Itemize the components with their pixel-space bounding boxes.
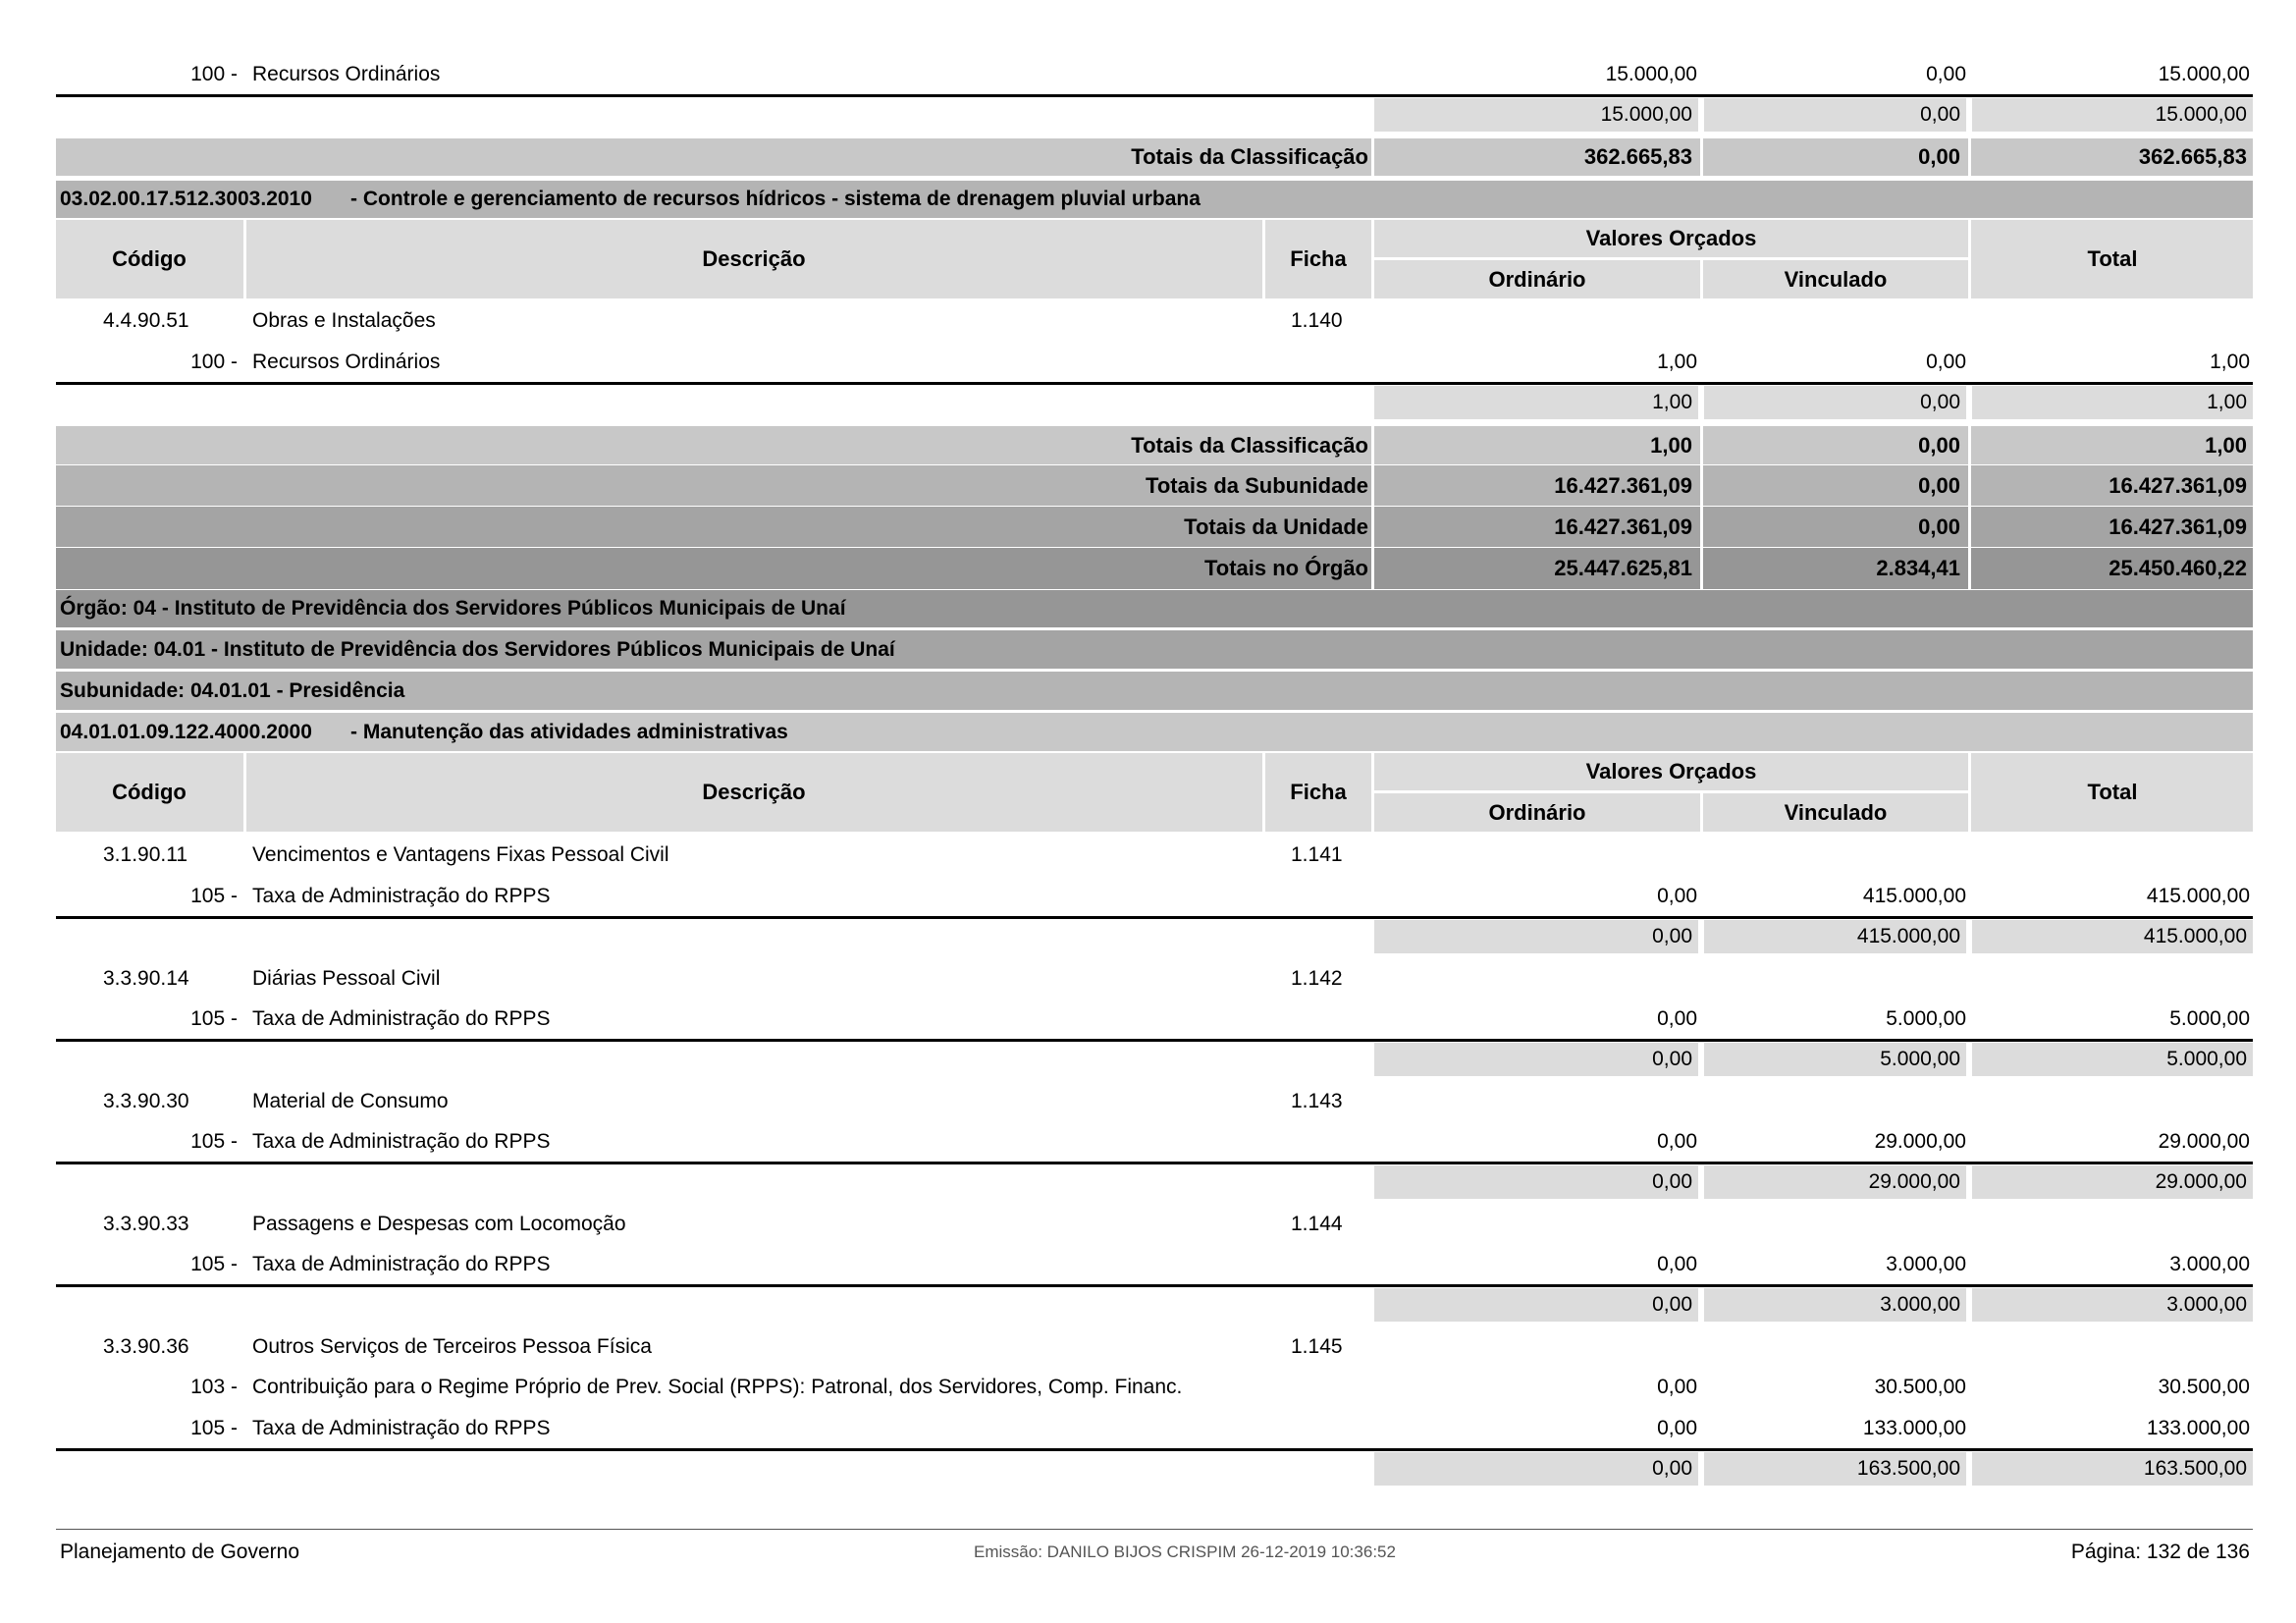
footer-rule bbox=[56, 1529, 2253, 1530]
totals-total: 16.427.361,09 bbox=[2109, 514, 2247, 539]
element-code: 3.3.90.33 bbox=[103, 1213, 189, 1235]
header-codigo: Código bbox=[112, 780, 187, 804]
value-vinculado: 3.000,00 bbox=[1886, 1253, 1966, 1275]
fonte-label: Recursos Ordinários bbox=[252, 63, 441, 85]
fonte-code: 105 - bbox=[190, 1417, 238, 1439]
subtotal-row bbox=[56, 1288, 2253, 1322]
rule bbox=[56, 94, 2253, 97]
subtotal-vinculado: 0,00 bbox=[1704, 386, 1966, 419]
value-vinculado: 133.000,00 bbox=[1862, 1417, 1966, 1439]
value-ordinario: 0,00 bbox=[1657, 885, 1697, 907]
element-ficha: 1.145 bbox=[1291, 1335, 1343, 1358]
classification-header bbox=[56, 713, 2253, 751]
value-total: 30.500,00 bbox=[2158, 1376, 2250, 1398]
element-ficha: 1.141 bbox=[1291, 843, 1343, 866]
fonte-code: 105 - bbox=[190, 1007, 238, 1030]
fonte-label: Taxa de Administração do RPPS bbox=[252, 1417, 551, 1439]
subtotal-row bbox=[56, 1452, 2253, 1486]
classification-code: 04.01.01.09.122.4000.2000 bbox=[60, 720, 312, 743]
rule bbox=[56, 382, 2253, 385]
totals-ordinario: 25.447.625,81 bbox=[1554, 556, 1692, 580]
element-desc: Obras e Instalações bbox=[252, 309, 436, 332]
subtotal-vinculado: 29.000,00 bbox=[1704, 1165, 1966, 1199]
element-ficha: 1.143 bbox=[1291, 1090, 1343, 1112]
element-desc: Diárias Pessoal Civil bbox=[252, 967, 441, 990]
header-codigo: Código bbox=[112, 246, 187, 271]
header-ordinario: Ordinário bbox=[1488, 799, 1586, 825]
fonte-label: Taxa de Administração do RPPS bbox=[252, 1130, 551, 1153]
rule bbox=[56, 916, 2253, 919]
element-code: 4.4.90.51 bbox=[103, 309, 189, 332]
value-vinculado: 0,00 bbox=[1926, 63, 1966, 85]
fonte-label: Taxa de Administração do RPPS bbox=[252, 1253, 551, 1275]
subtotal-vinculado: 3.000,00 bbox=[1704, 1288, 1966, 1322]
value-total: 415.000,00 bbox=[2146, 885, 2250, 907]
element-row bbox=[56, 1330, 2253, 1364]
totals-vinculado: 2.834,41 bbox=[1876, 556, 1960, 580]
fonte-code: 105 - bbox=[190, 885, 238, 907]
element-code: 3.1.90.11 bbox=[103, 843, 188, 866]
fonte-code: 105 - bbox=[190, 1253, 238, 1275]
table-header bbox=[56, 220, 2253, 298]
value-total: 29.000,00 bbox=[2158, 1130, 2250, 1153]
subtotal-total: 1,00 bbox=[1972, 386, 2253, 419]
subtotal-ordinario: 0,00 bbox=[1374, 1452, 1698, 1486]
subtotal-row bbox=[56, 920, 2253, 953]
element-row bbox=[56, 1208, 2253, 1241]
value-vinculado: 29.000,00 bbox=[1874, 1130, 1966, 1153]
totals-total: 362.665,83 bbox=[2138, 144, 2247, 169]
totals-vinculado: 0,00 bbox=[1918, 514, 1960, 539]
totals-total: 16.427.361,09 bbox=[2109, 472, 2247, 498]
subtotal-vinculado: 0,00 bbox=[1704, 98, 1966, 132]
totals-subunidade-row bbox=[56, 465, 2253, 506]
totals-label: Totais da Classificação bbox=[1131, 432, 1368, 458]
value-ordinario: 0,00 bbox=[1657, 1130, 1697, 1153]
fonte-line bbox=[56, 1412, 2253, 1445]
rule bbox=[56, 1284, 2253, 1287]
totals-label: Totais da Classificação bbox=[1131, 144, 1368, 169]
value-vinculado: 0,00 bbox=[1926, 351, 1966, 373]
fonte-line bbox=[56, 1248, 2253, 1281]
value-total: 15.000,00 bbox=[2158, 63, 2250, 85]
totals-classificacao-row bbox=[56, 138, 2253, 176]
orgao-header bbox=[56, 590, 2253, 627]
subtotal-total: 29.000,00 bbox=[1972, 1165, 2253, 1199]
totals-unidade-row bbox=[56, 507, 2253, 547]
element-desc: Passagens e Despesas com Locomoção bbox=[252, 1213, 626, 1235]
totals-total: 1,00 bbox=[2205, 432, 2247, 458]
value-total: 133.000,00 bbox=[2146, 1417, 2250, 1439]
totals-ordinario: 16.427.361,09 bbox=[1554, 514, 1692, 539]
subtotal-ordinario: 0,00 bbox=[1374, 1043, 1698, 1076]
totals-ordinario: 362.665,83 bbox=[1583, 144, 1692, 169]
fonte-line bbox=[56, 1125, 2253, 1159]
subtotal-vinculado: 163.500,00 bbox=[1704, 1452, 1966, 1486]
unidade-title: Unidade: 04.01 - Instituto de Previdência dos Servidores Públicos Municipais de Unaí bbox=[60, 637, 895, 661]
fonte-label: Taxa de Administração do RPPS bbox=[252, 1007, 551, 1030]
totals-vinculado: 0,00 bbox=[1918, 144, 1960, 169]
subunidade-title: Subunidade: 04.01.01 - Presidência bbox=[60, 678, 405, 702]
subtotal-total: 415.000,00 bbox=[1972, 920, 2253, 953]
element-row bbox=[56, 839, 2253, 872]
fonte-line bbox=[56, 1002, 2253, 1036]
fonte-code: 100 - bbox=[190, 351, 238, 373]
element-code: 3.3.90.14 bbox=[103, 967, 189, 990]
value-ordinario: 0,00 bbox=[1657, 1007, 1697, 1030]
footer-left: Planejamento de Governo bbox=[60, 1541, 299, 1563]
fonte-label: Contribuição para o Regime Próprio de Prev. Social (RPPS): Patronal, dos Servidores, Comp. Financ. bbox=[252, 1376, 1183, 1398]
rule bbox=[56, 1448, 2253, 1451]
totals-label: Totais da Unidade bbox=[1184, 514, 1368, 539]
value-ordinario: 0,00 bbox=[1657, 1253, 1697, 1275]
header-vinculado: Vinculado bbox=[1784, 799, 1888, 825]
rule bbox=[56, 1162, 2253, 1164]
header-ficha: Ficha bbox=[1290, 780, 1347, 804]
orgao-title: Órgão: 04 - Instituto de Previdência dos Servidores Públicos Municipais de Unaí bbox=[60, 597, 846, 620]
totals-ordinario: 16.427.361,09 bbox=[1554, 472, 1692, 498]
header-ficha: Ficha bbox=[1290, 246, 1347, 271]
subtotal-ordinario: 0,00 bbox=[1374, 920, 1698, 953]
rule bbox=[56, 1039, 2253, 1042]
element-desc: Vencimentos e Vantagens Fixas Pessoal Civil bbox=[252, 843, 669, 866]
footer-emissao: Emissão: DANILO BIJOS CRISPIM 26-12-2019 10:36:52 bbox=[974, 1542, 1396, 1561]
element-row bbox=[56, 304, 2253, 338]
page-footer bbox=[56, 1538, 2253, 1567]
subtotal-row bbox=[56, 98, 2253, 132]
value-ordinario: 1,00 bbox=[1657, 351, 1697, 373]
header-valores-orcados: Valores Orçados bbox=[1585, 226, 1757, 250]
subtotal-row bbox=[56, 386, 2253, 419]
element-row bbox=[56, 962, 2253, 996]
value-total: 1,00 bbox=[2210, 351, 2250, 373]
subtotal-row bbox=[56, 1165, 2253, 1199]
value-vinculado: 30.500,00 bbox=[1874, 1376, 1966, 1398]
subtotal-vinculado: 415.000,00 bbox=[1704, 920, 1966, 953]
value-total: 5.000,00 bbox=[2169, 1007, 2250, 1030]
header-valores-orcados: Valores Orçados bbox=[1585, 759, 1757, 784]
header-vinculado: Vinculado bbox=[1784, 266, 1888, 292]
fonte-line bbox=[56, 59, 2253, 90]
header-total: Total bbox=[2087, 780, 2138, 804]
value-ordinario: 0,00 bbox=[1657, 1417, 1697, 1439]
classification-code: 03.02.00.17.512.3003.2010 bbox=[60, 188, 312, 210]
element-desc: Outros Serviços de Terceiros Pessoa Física bbox=[252, 1335, 652, 1358]
fonte-code: 105 - bbox=[190, 1130, 238, 1153]
totals-vinculado: 0,00 bbox=[1918, 472, 1960, 498]
classification-title: - Controle e gerenciamento de recursos hídricos - sistema de drenagem pluvial urbana bbox=[350, 188, 1201, 210]
totals-vinculado: 0,00 bbox=[1918, 432, 1960, 458]
fonte-line bbox=[56, 1371, 2253, 1404]
classification-header bbox=[56, 181, 2253, 218]
value-vinculado: 415.000,00 bbox=[1862, 885, 1966, 907]
subtotal-ordinario: 1,00 bbox=[1374, 386, 1698, 419]
fonte-line bbox=[56, 880, 2253, 913]
header-total: Total bbox=[2087, 246, 2138, 271]
fonte-code: 100 - bbox=[190, 63, 238, 85]
fonte-code: 103 - bbox=[190, 1376, 238, 1398]
element-code: 3.3.90.36 bbox=[103, 1335, 189, 1358]
value-ordinario: 15.000,00 bbox=[1605, 63, 1697, 85]
subtotal-ordinario: 0,00 bbox=[1374, 1288, 1698, 1322]
fonte-label: Recursos Ordinários bbox=[252, 351, 441, 373]
element-ficha: 1.140 bbox=[1291, 309, 1343, 332]
classification-title: - Manutenção das atividades administrativas bbox=[350, 720, 788, 743]
subunidade-header bbox=[56, 672, 2253, 710]
header-descricao: Descrição bbox=[702, 780, 806, 804]
subtotal-total: 5.000,00 bbox=[1972, 1043, 2253, 1076]
totals-ordinario: 1,00 bbox=[1650, 432, 1692, 458]
value-total: 3.000,00 bbox=[2169, 1253, 2250, 1275]
header-ordinario: Ordinário bbox=[1488, 266, 1586, 292]
subtotal-total: 163.500,00 bbox=[1972, 1452, 2253, 1486]
unidade-header bbox=[56, 630, 2253, 669]
footer-page-number: Página: 132 de 136 bbox=[2070, 1541, 2250, 1563]
element-desc: Material de Consumo bbox=[252, 1090, 449, 1112]
totals-classificacao-row bbox=[56, 426, 2253, 464]
value-vinculado: 5.000,00 bbox=[1886, 1007, 1966, 1030]
totals-total: 25.450.460,22 bbox=[2109, 556, 2247, 580]
subtotal-total: 15.000,00 bbox=[1972, 98, 2253, 132]
element-code: 3.3.90.30 bbox=[103, 1090, 189, 1112]
totals-label: Totais no Órgão bbox=[1203, 556, 1368, 580]
fonte-label: Taxa de Administração do RPPS bbox=[252, 885, 551, 907]
header-descricao: Descrição bbox=[702, 246, 806, 271]
value-ordinario: 0,00 bbox=[1657, 1376, 1697, 1398]
fonte-line bbox=[56, 346, 2253, 379]
subtotal-vinculado: 5.000,00 bbox=[1704, 1043, 1966, 1076]
subtotal-row bbox=[56, 1043, 2253, 1076]
totals-orgao-row bbox=[56, 548, 2253, 589]
table-header bbox=[56, 753, 2253, 832]
element-ficha: 1.142 bbox=[1291, 967, 1343, 990]
subtotal-ordinario: 0,00 bbox=[1374, 1165, 1698, 1199]
element-row bbox=[56, 1085, 2253, 1118]
element-ficha: 1.144 bbox=[1291, 1213, 1343, 1235]
subtotal-total: 3.000,00 bbox=[1972, 1288, 2253, 1322]
totals-label: Totais da Subunidade bbox=[1146, 472, 1368, 498]
subtotal-ordinario: 15.000,00 bbox=[1374, 98, 1698, 132]
